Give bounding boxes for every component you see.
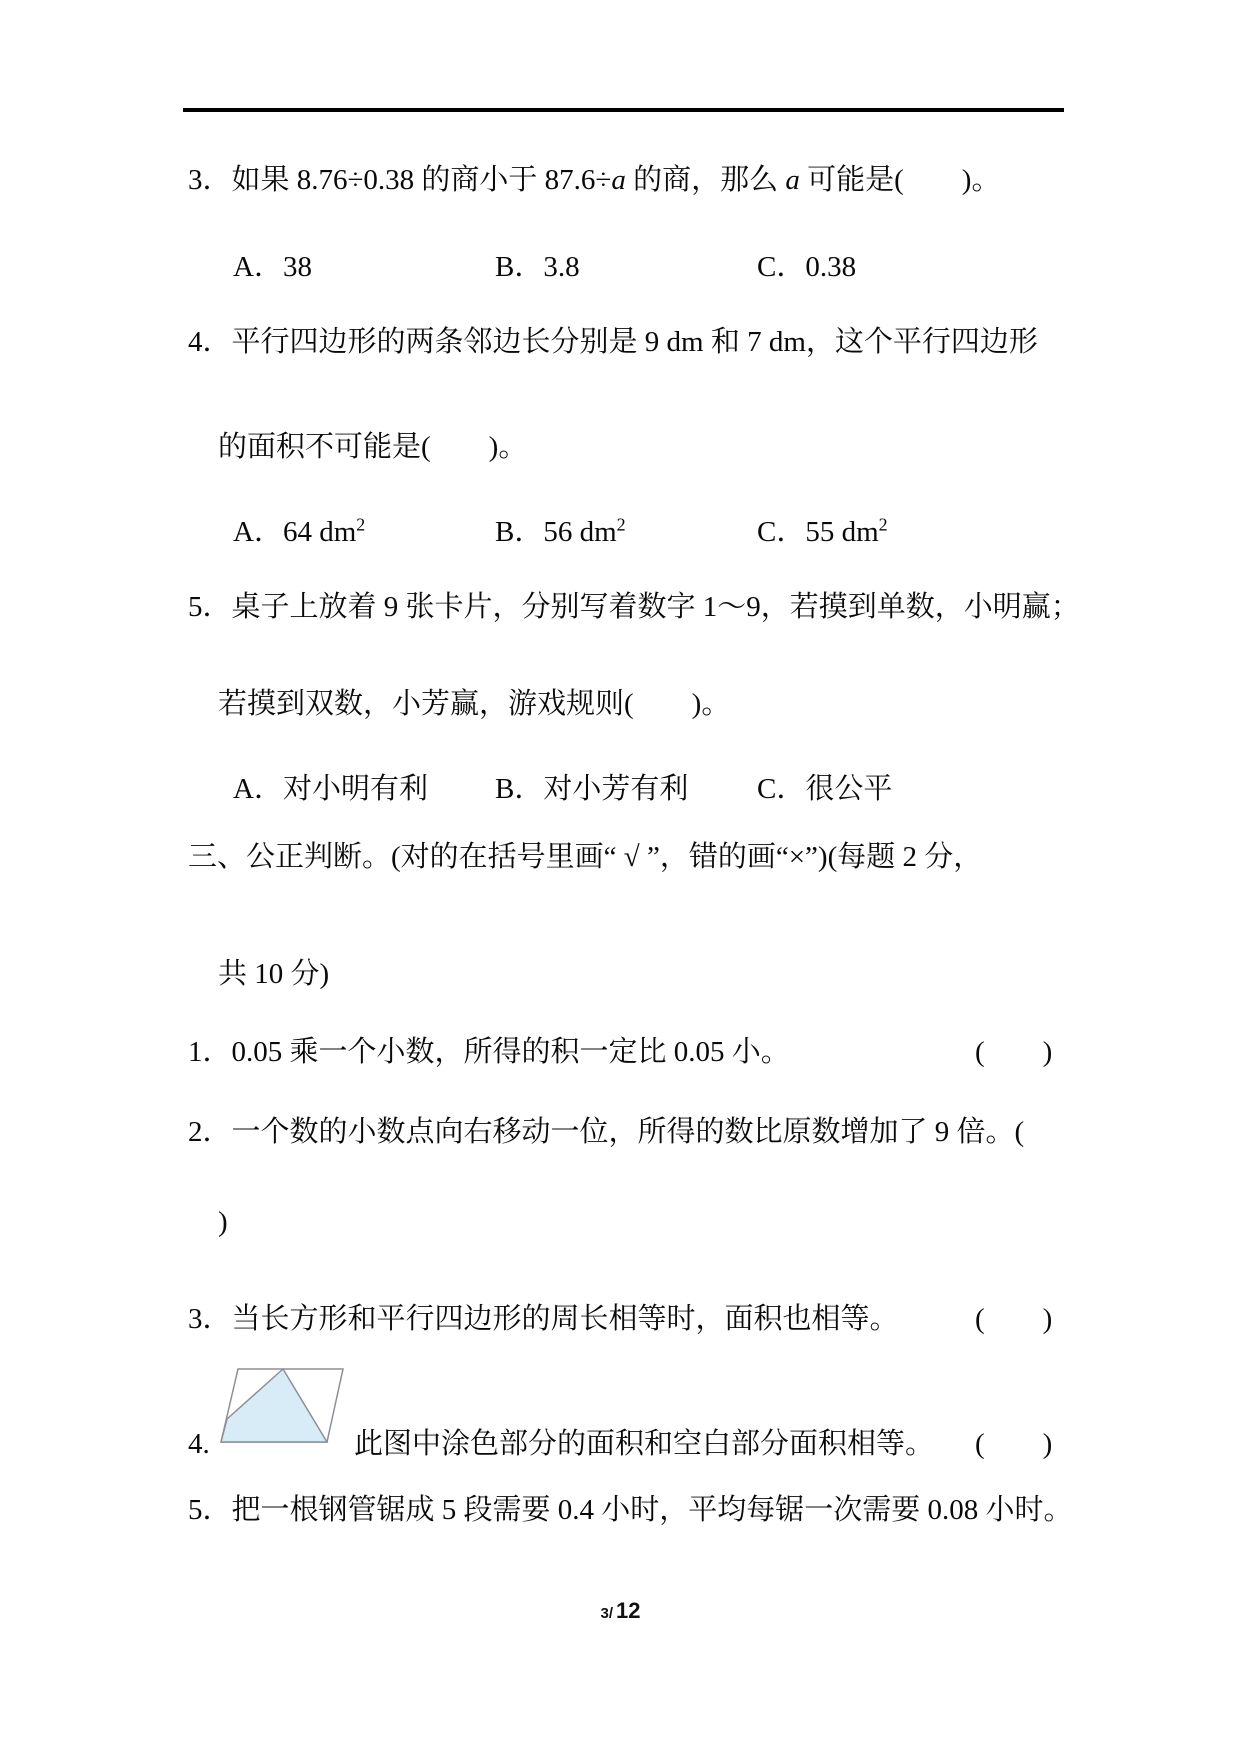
- option-c: C．很公平: [757, 773, 893, 805]
- variable-a: a: [785, 164, 800, 196]
- section-3-header: 三、公正判断。(对的在括号里画“ √ ”，错的画“×”)(每题 2 分，: [188, 841, 983, 873]
- question-5-line-2: 若摸到双数，小芳赢，游戏规则( )。: [218, 688, 731, 720]
- option-b: B．对小芳有利: [495, 773, 689, 805]
- question-5-text: 桌子上放着 9 张卡片，分别写着数字 1～9，若摸到单数，小明赢；: [231, 591, 1080, 623]
- answer-bracket: ( ): [975, 1036, 1053, 1068]
- question-4-options: [233, 516, 1241, 549]
- option-a: A．对小明有利: [233, 773, 428, 805]
- judgment-3: 3．当长方形和平行四边形的周长相等时，面积也相等。 ( ): [188, 1303, 1053, 1335]
- question-5-options: [233, 773, 1241, 806]
- question-3-text-end: 可能是( )。: [799, 164, 1001, 196]
- page-total: 12: [616, 1598, 641, 1623]
- header-rule: [183, 108, 1064, 112]
- judgment-5: 5．把一根钢管锯成 5 段需要 0.4 小时，平均每锯一次需要 0.08 小时。: [188, 1494, 1073, 1526]
- page-number: [0, 1598, 1241, 1624]
- option-c: C．0.38: [757, 251, 857, 283]
- variable-a: a: [611, 164, 626, 196]
- option-b: B．56 $dm^2$: [495, 514, 626, 548]
- judgment-4: 4. 此图中涂色部分的面积和空白部分面积相等。 ( ): [188, 1428, 1053, 1460]
- question-4-number: 4．: [188, 326, 232, 358]
- question-4-text: 平行四边形的两条邻边长分别是 9 dm 和 7 dm，这个平行四边形: [231, 326, 1038, 358]
- section-3-header-cont: 共 10 分): [218, 958, 330, 990]
- question-3-options: [233, 251, 1241, 284]
- option-a: A．38: [233, 251, 312, 283]
- judgment-2-cont: ): [218, 1206, 228, 1238]
- question-5-number: 5．: [188, 591, 232, 623]
- option-c: C．55 $dm^2$: [757, 514, 888, 548]
- page-current: 3/: [600, 1605, 614, 1622]
- judgment-1: 1．0.05 乘一个小数，所得的积一定比 0.05 小。 ( ): [188, 1036, 1053, 1068]
- question-5-line-1: [188, 591, 1241, 624]
- question-4-line-1: [188, 326, 1241, 359]
- judgment-2: 2．一个数的小数点向右移动一位，所得的数比原数增加了 9 倍。(: [188, 1116, 1025, 1148]
- answer-bracket: ( ): [975, 1303, 1053, 1335]
- question-3-number: 3．: [188, 164, 232, 196]
- option-a: A．64 $dm^2$: [233, 514, 366, 548]
- option-b: B．3.8: [495, 251, 580, 283]
- question-3: [188, 164, 1241, 197]
- question-4-line-2: 的面积不可能是( )。: [218, 431, 528, 463]
- question-3-text-mid: 的商，那么: [625, 164, 786, 196]
- question-3-text: 如果 8.76÷0.38 的商小于 87.6÷: [231, 164, 612, 196]
- answer-bracket: ( ): [975, 1428, 1053, 1460]
